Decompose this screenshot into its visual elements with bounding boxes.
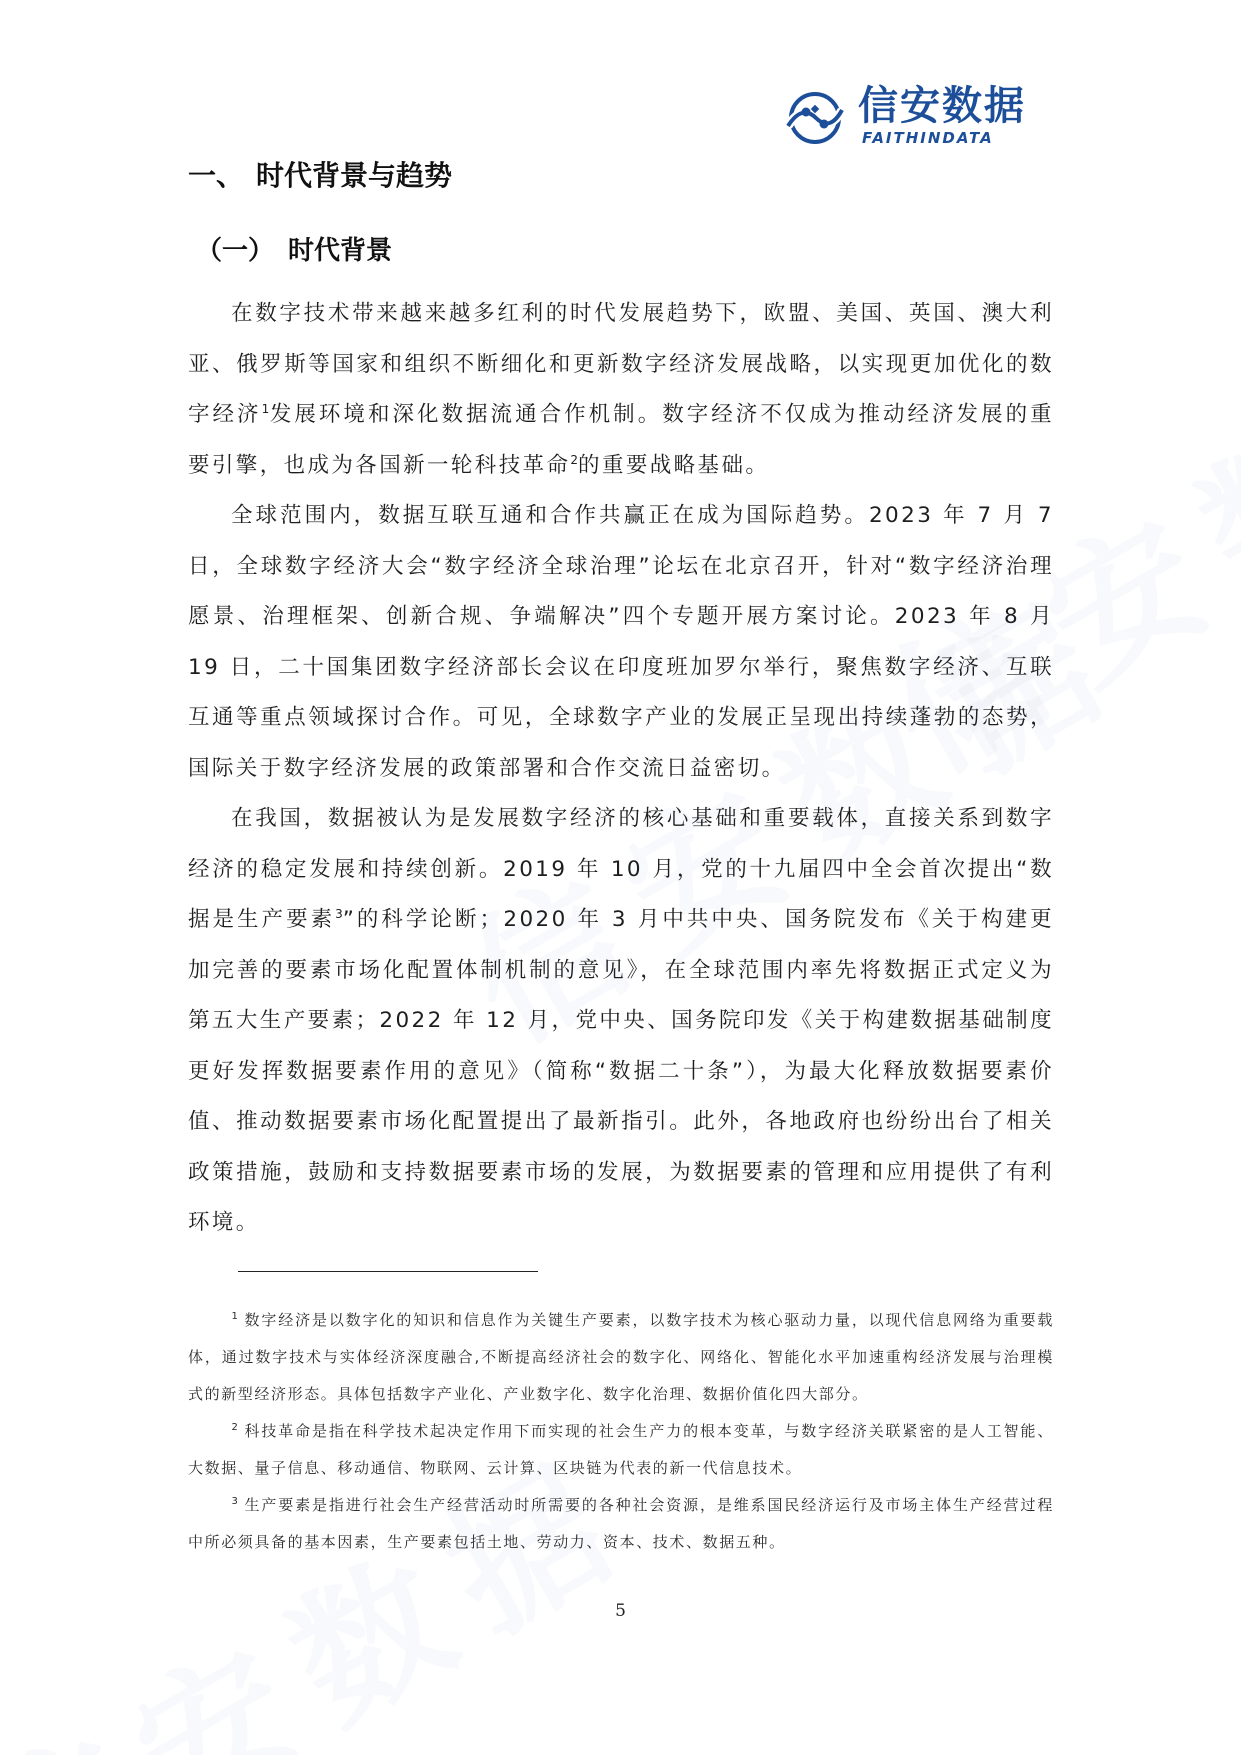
paragraph-2: 全球范围内，数据互联互通和合作共赢正在成为国际趋势。2023 年 7 月 7 日，全球数字经济大会“数字经济全球治理”论坛在北京召开，针对“数字经济治理愿景、治理框架、创新合规、争端解决”四个专题开展方案讨论。2023 年 8 月 19 日，二十国集团数字经济部长会议在印度班加罗尔举行，聚焦数字经济、互联互通等重点领域探讨合作。可见，全球数字产业的发展正呈现出持续蓬勃的态势，国际关于数字经济发展的政策部署和合作交流日益密切。: [188, 503, 1054, 781]
subsection-heading: [196, 232, 392, 270]
paragraph-1: 在数字技术带来越来越多红利的时代发展趋势下，欧盟、美国、英国、澳大利亚、俄罗斯等国家和组织不断细化和更新数字经济发展战略，以实现更加优化的数字经济$^1$发展环境和深化数据流通合作机制。数字经济不仅成为推动经济发展的重要引擎，也成为各国新一轮科技革命$^2$的重要战略基础。: [188, 301, 1054, 478]
footnote-separator: [238, 1271, 538, 1272]
section-number: 一、: [188, 159, 245, 192]
footnote-1: $^1$ 数字经济是以数字化的知识和信息作为关键生产要素，以数字技术为核心驱动力量，以现代信息网络为重要载体，通过数字技术与实体经济深度融合,不断提高经济社会的数字化、网络化、智能化水平加速重构经济发展与治理模式的新型经济形态。具体包括数字产业化、产业数字化、数字化治理、数据价值化四大部分。: [188, 1311, 1054, 1403]
logo-name-cn: 信安数据: [858, 83, 1026, 129]
footnote-ref-3[interactable]: 3: [335, 906, 343, 921]
faithindata-logo-icon: [782, 86, 848, 148]
paragraph-3: 在我国，数据被认为是发展数字经济的核心基础和重要载体，直接关系到数字经济的稳定发展和持续创新。2019 年 10 月，党的十九届四中全会首次提出“数据是生产要素$^3$”的科学论断；2020 年 3 月中共中央、国务院发布《关于构建更加完善的要素市场化配置体制机制的意见》，在全球范围内率先将数据正式定义为第五大生产要素；2022 年 12 月，党中央、国务院印发《关于构建数据基础制度更好发挥数据要素作用的意见》（简称“数据二十条”），为最大化释放数据要素价值、推动数据要素市场化配置提出了最新指引。此外，各地政府也纷纷出台了相关政策措施，鼓励和支持数据要素市场的发展，为数据要素的管理和应用提供了有利环境。: [188, 806, 1054, 1235]
section-title: 时代背景与趋势: [256, 159, 453, 192]
footnote-mark: 1: [231, 1311, 238, 1322]
logo-name-en: FAITHINDATA: [862, 129, 994, 147]
page-number: 5: [615, 1601, 626, 1621]
subsection-number: （一）: [196, 236, 275, 266]
footnote-mark: 3: [231, 1496, 238, 1507]
company-logo: [782, 84, 1052, 154]
footnotes: [188, 1302, 1054, 1561]
footnote-ref-2[interactable]: 2: [570, 452, 579, 467]
footnote-mark: 2: [231, 1422, 238, 1433]
footnote-2: $^2$ 科技革命是指在科学技术起决定作用下而实现的社会生产力的根本变革，与数字经济关联紧密的是人工智能、大数据、量子信息、移动通信、物联网、云计算、区块链为代表的新一代信息技术。: [188, 1422, 1054, 1477]
section-heading: [188, 156, 452, 196]
subsection-title: 时代背景: [288, 236, 393, 266]
footnote-ref-1[interactable]: 1: [261, 401, 270, 416]
footnote-3: $^3$ 生产要素是指进行社会生产经营活动时所需要的各种社会资源，是维系国民经济运行及市场主体生产经营过程中所必须具备的基本因素，生产要素包括土地、劳动力、资本、技术、数据五种。: [188, 1496, 1054, 1551]
body-text: [188, 289, 1054, 1249]
